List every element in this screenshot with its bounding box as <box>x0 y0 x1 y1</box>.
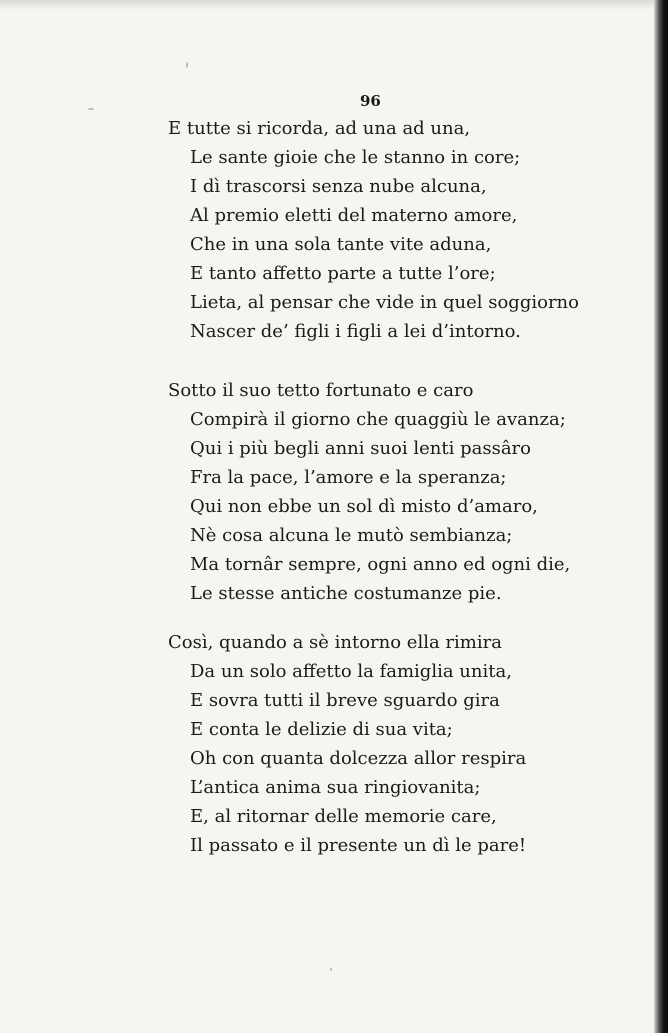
verse-line: Compirà il giorno che quaggiù le avanza; <box>190 409 566 430</box>
verse-line: Che in una sola tante vite aduna, <box>190 234 492 255</box>
verse-line: I dì trascorsi senza nube alcuna, <box>190 176 487 197</box>
verse-line: Le stesse antiche costumanze pie. <box>190 583 502 604</box>
verse-line: Qui non ebbe un sol dì misto d’amaro, <box>190 496 538 517</box>
verse-line: Al premio eletti del materno amore, <box>190 205 518 226</box>
stanza-2 <box>168 376 570 608</box>
verse-line: E tanto affetto parte a tutte l’ore; <box>190 263 496 284</box>
verse-line: Qui i più begli anni suoi lenti passâro <box>190 438 531 459</box>
page-number: 96 <box>360 92 381 110</box>
scan-right-edge <box>654 0 668 1033</box>
verse-line: Da un solo affetto la famiglia unita, <box>190 661 512 682</box>
verse-line: Oh con quanta dolcezza allor respira <box>190 748 527 769</box>
verse-line: Ma tornâr sempre, ogni anno ed ogni die, <box>190 554 571 575</box>
verse-line: E sovra tutti il breve sguardo gira <box>190 690 500 711</box>
paper-speck <box>88 108 94 110</box>
verse-line: Nascer de’ figli i figli a lei d’intorno. <box>190 321 521 342</box>
verse-line: Così, quando a sè intorno ella rimira <box>168 632 502 653</box>
verse-line: Il passato e il presente un dì le pare! <box>190 835 527 856</box>
stanza-1 <box>168 114 579 346</box>
verse-line: L’antica anima sua ringiovanita; <box>190 777 481 798</box>
verse-line: Lieta, al pensar che vide in quel soggiorno <box>190 292 579 313</box>
stanza-3 <box>168 628 526 860</box>
verse-line: Fra la pace, l’amore e la speranza; <box>190 467 507 488</box>
paper-speck <box>186 62 188 68</box>
paper-speck <box>330 968 332 971</box>
verse-line: Sotto il suo tetto fortunato e caro <box>168 380 474 401</box>
verse-line: E, al ritornar delle memorie care, <box>190 806 497 827</box>
verse-line: E tutte si ricorda, ad una ad una, <box>168 118 471 139</box>
verse-line: E conta le delizie di sua vita; <box>190 719 453 740</box>
verse-line: Le sante gioie che le stanno in core; <box>190 147 521 168</box>
verse-line: Nè cosa alcuna le mutò sembianza; <box>190 525 513 546</box>
scan-top-edge <box>0 0 668 10</box>
